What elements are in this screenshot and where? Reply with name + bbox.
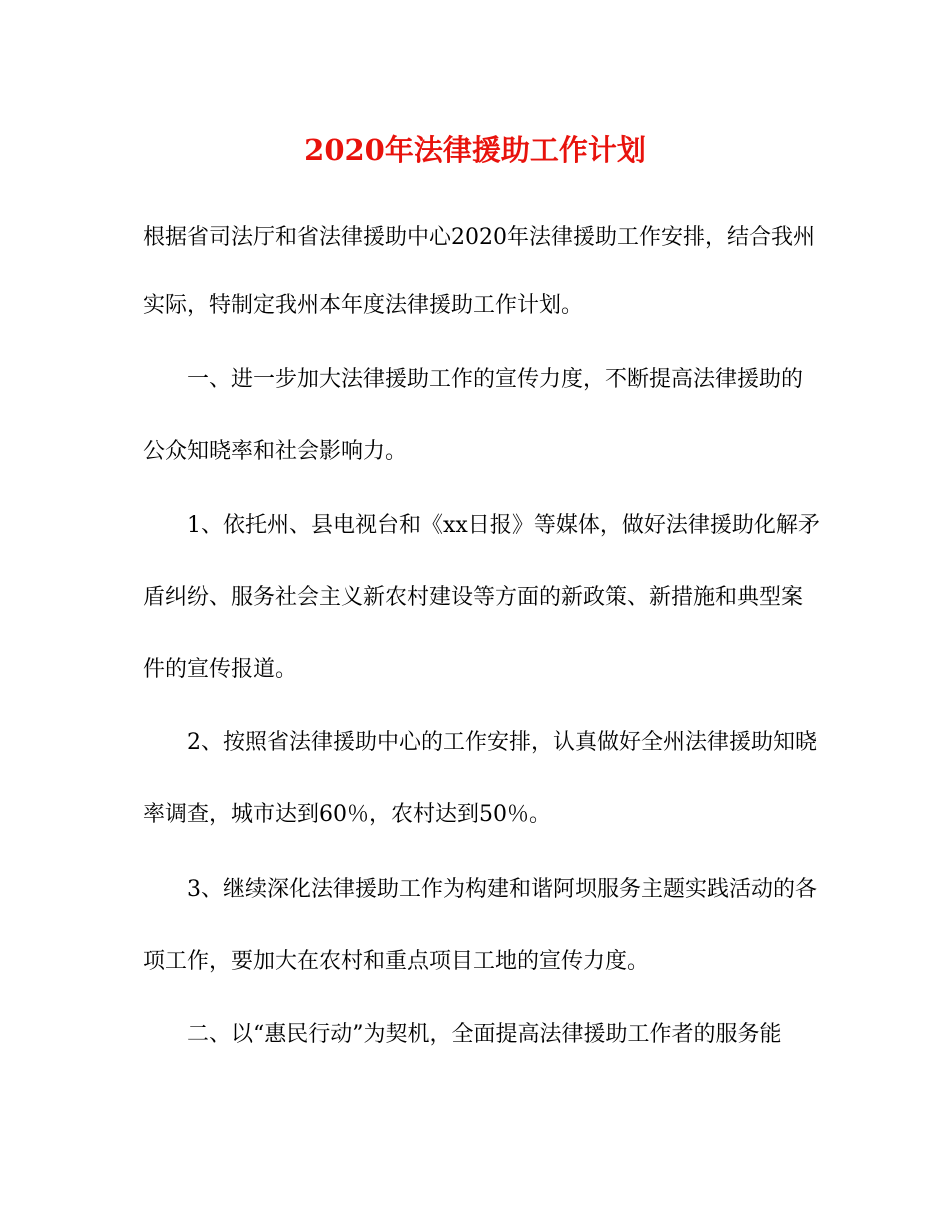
list-item-line: 3、继续深化法律援助工作为构建和谐阿坝服务主题实践活动的各: [187, 877, 817, 902]
section-heading-line: 一、进一步加大法律援助工作的宣传力度，不断提高法律援助的: [187, 367, 804, 392]
list-item-line: 1、依托州、县电视台和《xx日报》等媒体，做好法律援助化解矛: [187, 513, 820, 538]
section-heading-line: 二、以“惠民行动”为契机，全面提高法律援助工作者的服务能: [187, 1022, 782, 1047]
paragraph-line: 件的宣传报道。: [143, 657, 298, 682]
paragraph-line: 根据省司法厅和省法律援助中心2020年法律援助工作安排，结合我州: [143, 225, 815, 250]
paragraph-line: 实际，特制定我州本年度法律援助工作计划。: [143, 293, 584, 318]
paragraph-line: 盾纠纷、服务社会主义新农村建设等方面的新政策、新措施和典型案: [143, 585, 804, 610]
document-title: 2020年法律援助工作计划: [304, 133, 646, 167]
paragraph-line: 率调查，城市达到60％，农村达到50％。: [143, 802, 551, 827]
list-item-line: 2、按照省法律援助中心的工作安排，认真做好全州法律援助知晓: [187, 730, 817, 755]
paragraph-line: 公众知晓率和社会影响力。: [143, 439, 408, 464]
paragraph-line: 项工作，要加大在农村和重点项目工地的宣传力度。: [143, 949, 650, 974]
